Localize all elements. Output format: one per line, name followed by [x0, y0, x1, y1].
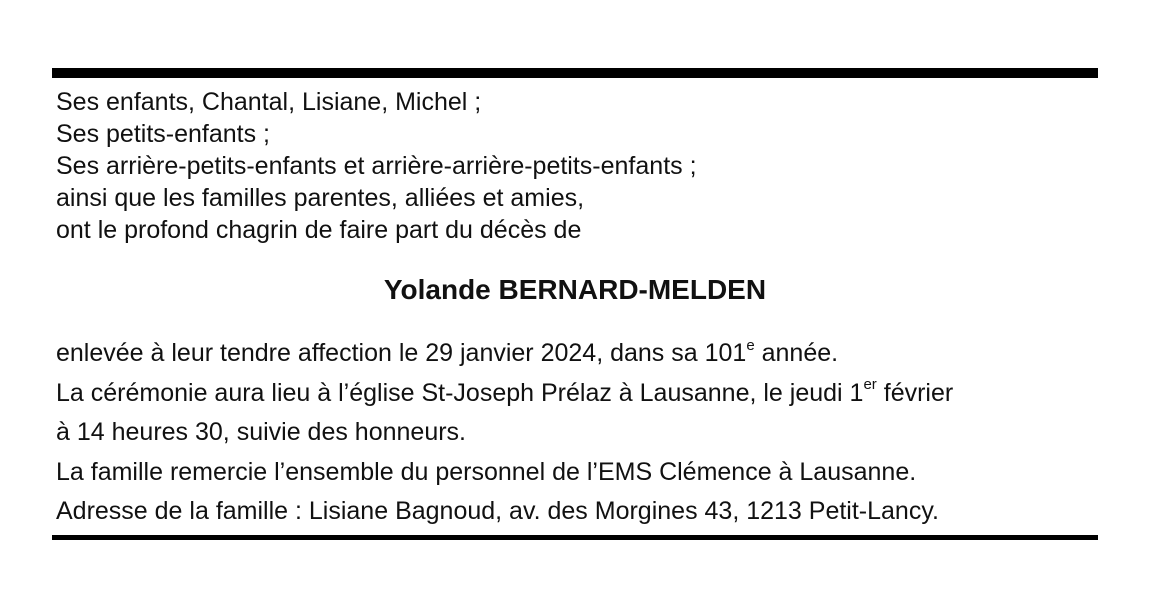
bottom-rule — [52, 535, 1098, 540]
intro-line-families: ainsi que les familles parentes, alliées et amies, — [56, 184, 585, 212]
ceremony-text: La cérémonie aura lieu à l’église St-Joseph Prélaz à Lausanne, le jeudi 1 — [56, 378, 864, 407]
notice-body — [56, 334, 1098, 532]
ceremony-month: février — [876, 378, 954, 407]
top-rule — [52, 68, 1098, 78]
family-intro — [56, 86, 1098, 246]
death-text-end: année. — [754, 339, 839, 367]
day-suffix: er — [863, 376, 877, 394]
death-text: enlevée à leur tendre affection le 29 janvier 2024, dans sa 101 — [56, 339, 747, 367]
obituary-notice — [52, 68, 1098, 532]
intro-line-grandchildren: Ses petits-enfants ; — [56, 120, 271, 148]
intro-line-great-grandchildren: Ses arrière-petits-enfants et arrière-arrière-petits-enfants ; — [56, 152, 697, 180]
body-line-thanks: La famille remercie l’ensemble du personnel de l’EMS Clémence à Lausanne. — [56, 457, 917, 486]
body-line-death — [56, 334, 1098, 374]
intro-line-children: Ses enfants, Chantal, Lisiane, Michel ; — [56, 88, 482, 116]
deceased-name: Yolande BERNARD-MELDEN — [383, 274, 767, 305]
intro-line-announcement: ont le profond chagrin de faire part du décès de — [56, 216, 582, 244]
year-suffix: e — [746, 336, 755, 354]
body-line-ceremony — [56, 374, 1098, 414]
body-line-time: à 14 heures 30, suivie des honneurs. — [56, 418, 466, 446]
body-line-address: Adresse de la famille : Lisiane Bagnoud, av. des Morgines 43, 1213 Petit-Lancy. — [56, 497, 939, 525]
